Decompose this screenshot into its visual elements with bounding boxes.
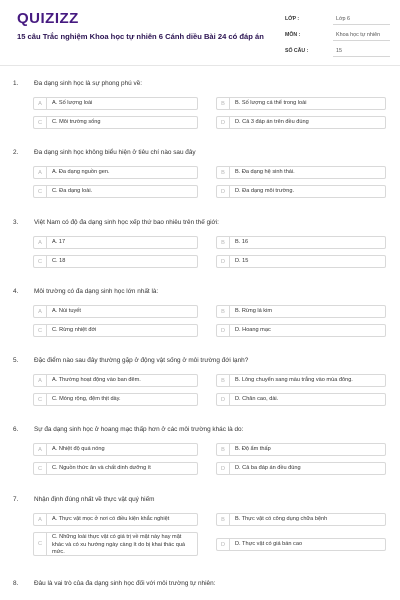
question-number: 1. (13, 80, 19, 87)
option-letter: C (34, 256, 47, 267)
option-text: C. Đa dạng loài. (52, 188, 93, 194)
option-text: B. Độ ẩm thấp (235, 446, 271, 452)
option-text: C. Những loài thực vật có giá trị về mặt này hay mặt khác và có xu hướng ngày càng ít do bị khai thác quá mức. (52, 534, 186, 556)
option-text: D. Cả 3 đáp án trên đều đúng (235, 119, 309, 125)
question-number: 5. (13, 357, 19, 364)
question-text: Đặc điểm nào sau đây thường gặp ở động vật sống ở môi trường đới lạnh? (34, 357, 249, 364)
option-text: B. 16 (235, 239, 249, 245)
meta-label: LỚP : (285, 16, 300, 22)
option-text: B. Số lượng cá thể trong loài (235, 100, 307, 106)
option-letter: D (217, 256, 230, 267)
question-number: 2. (13, 149, 19, 156)
question-text: Việt Nam có độ đa dạng sinh học xếp thứ bao nhiêu trên thế giới: (34, 219, 219, 226)
option-letter: C (34, 394, 47, 405)
option-text: C. Móng rộng, đệm thịt dày. (52, 396, 121, 402)
option-text: D. Cả ba đáp án đều đúng (235, 465, 301, 471)
option-a[interactable] (33, 374, 198, 387)
option-letter: B (217, 375, 230, 386)
option-c[interactable] (33, 255, 198, 268)
option-text: C. Rừng nhiệt đới (52, 327, 97, 333)
option-text: D. Thực vật có giá bán cao (235, 541, 303, 547)
option-letter: B (217, 237, 230, 248)
option-letter: C (34, 186, 47, 197)
option-text: B. Thực vật có công dụng chữa bệnh (235, 516, 328, 522)
option-text: C. Môi trường sống (52, 119, 101, 125)
option-a[interactable] (33, 443, 198, 456)
option-text: B. Lông chuyển sang màu trắng vào mùa đông. (235, 377, 353, 383)
worksheet-header (0, 0, 400, 66)
option-letter: D (217, 463, 230, 474)
option-c[interactable] (33, 185, 198, 198)
question-number: 3. (13, 219, 19, 226)
option-letter: C (34, 463, 47, 474)
option-d[interactable] (216, 324, 386, 337)
option-text: A. 17 (52, 239, 66, 245)
option-text: D. Hoang mạc (235, 327, 271, 333)
question-number: 7. (13, 496, 19, 503)
option-letter: A (34, 237, 47, 248)
meta-value: Lớp 6 (333, 14, 390, 25)
question-text: Môi trường có đa dạng sinh học lớn nhất là: (34, 288, 159, 295)
meta-value: 15 (333, 46, 390, 57)
option-letter: C (34, 533, 47, 555)
worksheet-title: 15 câu Trắc nghiệm Khoa học tự nhiên 6 Cánh diều Bài 24 có đáp án (17, 32, 264, 41)
question-text: Sự đa dạng sinh học ở hoang mạc thấp hơn ở các môi trường khác là do: (34, 426, 244, 433)
option-letter: B (217, 98, 230, 109)
option-text: A. Đa dạng nguồn gen. (52, 169, 110, 175)
option-letter: D (217, 325, 230, 336)
option-text: B. Đa dạng hệ sinh thái. (235, 169, 295, 175)
option-letter: D (217, 117, 230, 128)
option-b[interactable] (216, 236, 386, 249)
option-d[interactable] (216, 538, 386, 551)
meta-row-subject (285, 30, 390, 46)
option-letter: B (217, 306, 230, 317)
option-text: A. Núi tuyết (52, 308, 81, 314)
option-letter: D (217, 539, 230, 550)
option-text: B. Rừng lá kim (235, 308, 273, 314)
option-a[interactable] (33, 305, 198, 318)
meta-row-class (285, 14, 390, 30)
question-number: 4. (13, 288, 19, 295)
option-letter: D (217, 394, 230, 405)
option-text: A. Số lượng loài (52, 100, 93, 106)
option-a[interactable] (33, 513, 198, 526)
question-text: Đa dạng sinh học là sự phong phú về: (34, 80, 143, 87)
option-b[interactable] (216, 374, 386, 387)
question-number: 6. (13, 426, 19, 433)
option-letter: A (34, 375, 47, 386)
question-text: Đâu là vai trò của đa dạng sinh học đối với môi trường tự nhiên: (34, 580, 216, 587)
option-text: D. 15 (235, 258, 249, 264)
option-b[interactable] (216, 166, 386, 179)
meta-label: MÔN : (285, 32, 301, 38)
option-c[interactable] (33, 116, 198, 129)
option-letter: A (34, 514, 47, 525)
question-number: 8. (13, 580, 19, 587)
option-text: A. Thường hoạt động vào ban đêm. (52, 377, 141, 383)
option-letter: B (217, 514, 230, 525)
option-d[interactable] (216, 255, 386, 268)
meta-value: Khoa học tự nhiên (333, 30, 390, 41)
option-letter: A (34, 167, 47, 178)
option-c[interactable] (33, 324, 198, 337)
option-a[interactable] (33, 236, 198, 249)
question-text: Nhận định đúng nhất về thực vật quý hiếm (34, 496, 155, 503)
option-c[interactable] (33, 462, 198, 475)
option-letter: D (217, 186, 230, 197)
quizizz-logo: QUIZIZZ (17, 10, 79, 27)
option-d[interactable] (216, 116, 386, 129)
option-a[interactable] (33, 97, 198, 110)
option-a[interactable] (33, 166, 198, 179)
option-text: D. Chân cao, dài. (235, 396, 279, 402)
option-text: A. Nhiệt độ quá nóng (52, 446, 105, 452)
meta-label: SỐ CÂU : (285, 48, 309, 54)
option-b[interactable] (216, 443, 386, 456)
option-letter: A (34, 98, 47, 109)
option-letter: B (217, 167, 230, 178)
option-d[interactable] (216, 393, 386, 406)
option-b[interactable] (216, 97, 386, 110)
option-text: C. 18 (52, 258, 66, 264)
option-letter: A (34, 444, 47, 455)
question-text: Đa dạng sinh học không biểu hiện ở tiêu chí nào sau đây (34, 149, 196, 156)
option-letter: C (34, 325, 47, 336)
option-c[interactable] (33, 532, 198, 556)
option-c[interactable] (33, 393, 198, 406)
option-b[interactable] (216, 305, 386, 318)
option-d[interactable] (216, 185, 386, 198)
option-text: C. Nguồn thức ăn và chất dinh dưỡng ít (52, 465, 151, 471)
option-d[interactable] (216, 462, 386, 475)
option-letter: B (217, 444, 230, 455)
meta-row-count (285, 46, 390, 62)
option-letter: A (34, 306, 47, 317)
option-b[interactable] (216, 513, 386, 526)
option-text: A. Thực vật mọc ở nơi có điều kiện khắc nghiệt (52, 516, 170, 522)
worksheet-meta (285, 14, 390, 62)
option-text: D. Đa dạng môi trường. (235, 188, 295, 194)
option-letter: C (34, 117, 47, 128)
